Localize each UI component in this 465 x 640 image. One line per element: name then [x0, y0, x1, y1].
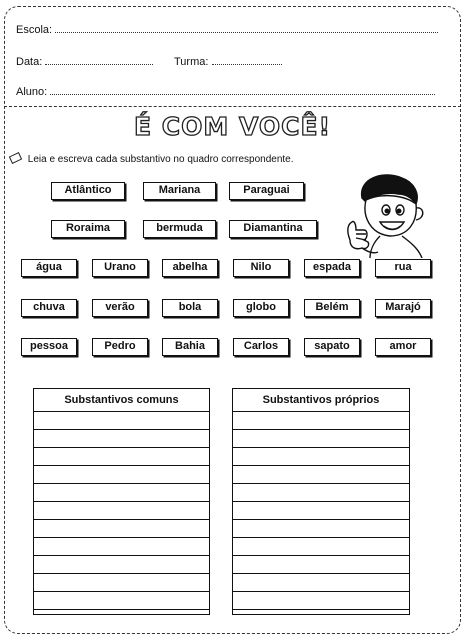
common-nouns-table — [33, 388, 210, 615]
answer-row[interactable] — [34, 430, 209, 448]
answer-row[interactable] — [233, 484, 409, 502]
date-field[interactable] — [16, 55, 153, 68]
answer-row[interactable] — [233, 610, 409, 627]
instruction-text: Leia e escreva cada substantivo no quadro correspondente. — [27, 154, 294, 165]
answer-row[interactable] — [34, 610, 209, 627]
word-box: espada — [304, 259, 360, 277]
answer-row[interactable] — [233, 448, 409, 466]
pencil-icon — [9, 152, 22, 164]
header-separator — [4, 106, 461, 107]
answer-row[interactable] — [34, 520, 209, 538]
school-blank[interactable] — [55, 23, 438, 33]
class-field[interactable] — [174, 55, 282, 68]
date-blank[interactable] — [45, 55, 153, 65]
student-field[interactable] — [16, 85, 435, 98]
word-box: bermuda — [143, 220, 216, 238]
activity-title: É COM VOCÊ! — [134, 112, 331, 141]
word-box: abelha — [162, 259, 218, 277]
answer-row[interactable] — [233, 412, 409, 430]
word-box: pessoa — [21, 338, 77, 356]
word-box: Roraima — [51, 220, 125, 238]
answer-row[interactable] — [233, 592, 409, 610]
answer-row[interactable] — [233, 574, 409, 592]
word-box: Belém — [304, 299, 360, 317]
student-blank[interactable] — [50, 85, 435, 95]
word-box: água — [21, 259, 77, 277]
word-box: Bahia — [162, 338, 218, 356]
word-box: Carlos — [233, 338, 289, 356]
word-box: globo — [233, 299, 289, 317]
answer-row[interactable] — [34, 448, 209, 466]
answer-row[interactable] — [34, 484, 209, 502]
word-box: Marajó — [375, 299, 431, 317]
answer-row[interactable] — [34, 574, 209, 592]
answer-row[interactable] — [34, 538, 209, 556]
word-box: Atlântico — [51, 182, 125, 200]
answer-row[interactable] — [233, 520, 409, 538]
answer-row[interactable] — [34, 466, 209, 484]
word-box: rua — [375, 259, 431, 277]
answer-row[interactable] — [233, 502, 409, 520]
proper-nouns-heading: Substantivos próprios — [233, 389, 409, 412]
word-box: Paraguai — [229, 182, 304, 200]
answer-row[interactable] — [34, 502, 209, 520]
common-nouns-heading: Substantivos comuns — [34, 389, 209, 412]
answer-row[interactable] — [233, 466, 409, 484]
answer-row[interactable] — [233, 556, 409, 574]
answer-row[interactable] — [233, 430, 409, 448]
answer-row[interactable] — [233, 538, 409, 556]
boy-thumbs-up-illustration — [336, 168, 432, 258]
word-box: Pedro — [92, 338, 148, 356]
word-box: sapato — [304, 338, 360, 356]
word-box: Urano — [92, 259, 148, 277]
word-box: bola — [162, 299, 218, 317]
proper-nouns-table — [232, 388, 410, 615]
word-box: verão — [92, 299, 148, 317]
word-box: amor — [375, 338, 431, 356]
word-box: Nilo — [233, 259, 289, 277]
date-label: Data: — [16, 56, 43, 68]
class-blank[interactable] — [212, 55, 282, 65]
school-field[interactable] — [16, 23, 438, 36]
class-label: Turma: — [174, 56, 209, 68]
word-box: chuva — [21, 299, 77, 317]
answer-row[interactable] — [34, 592, 209, 610]
word-box: Diamantina — [229, 220, 317, 238]
word-box: Mariana — [143, 182, 216, 200]
student-label: Aluno: — [16, 86, 48, 98]
school-label: Escola: — [16, 24, 53, 36]
answer-row[interactable] — [34, 412, 209, 430]
instruction — [10, 154, 294, 165]
answer-row[interactable] — [34, 556, 209, 574]
